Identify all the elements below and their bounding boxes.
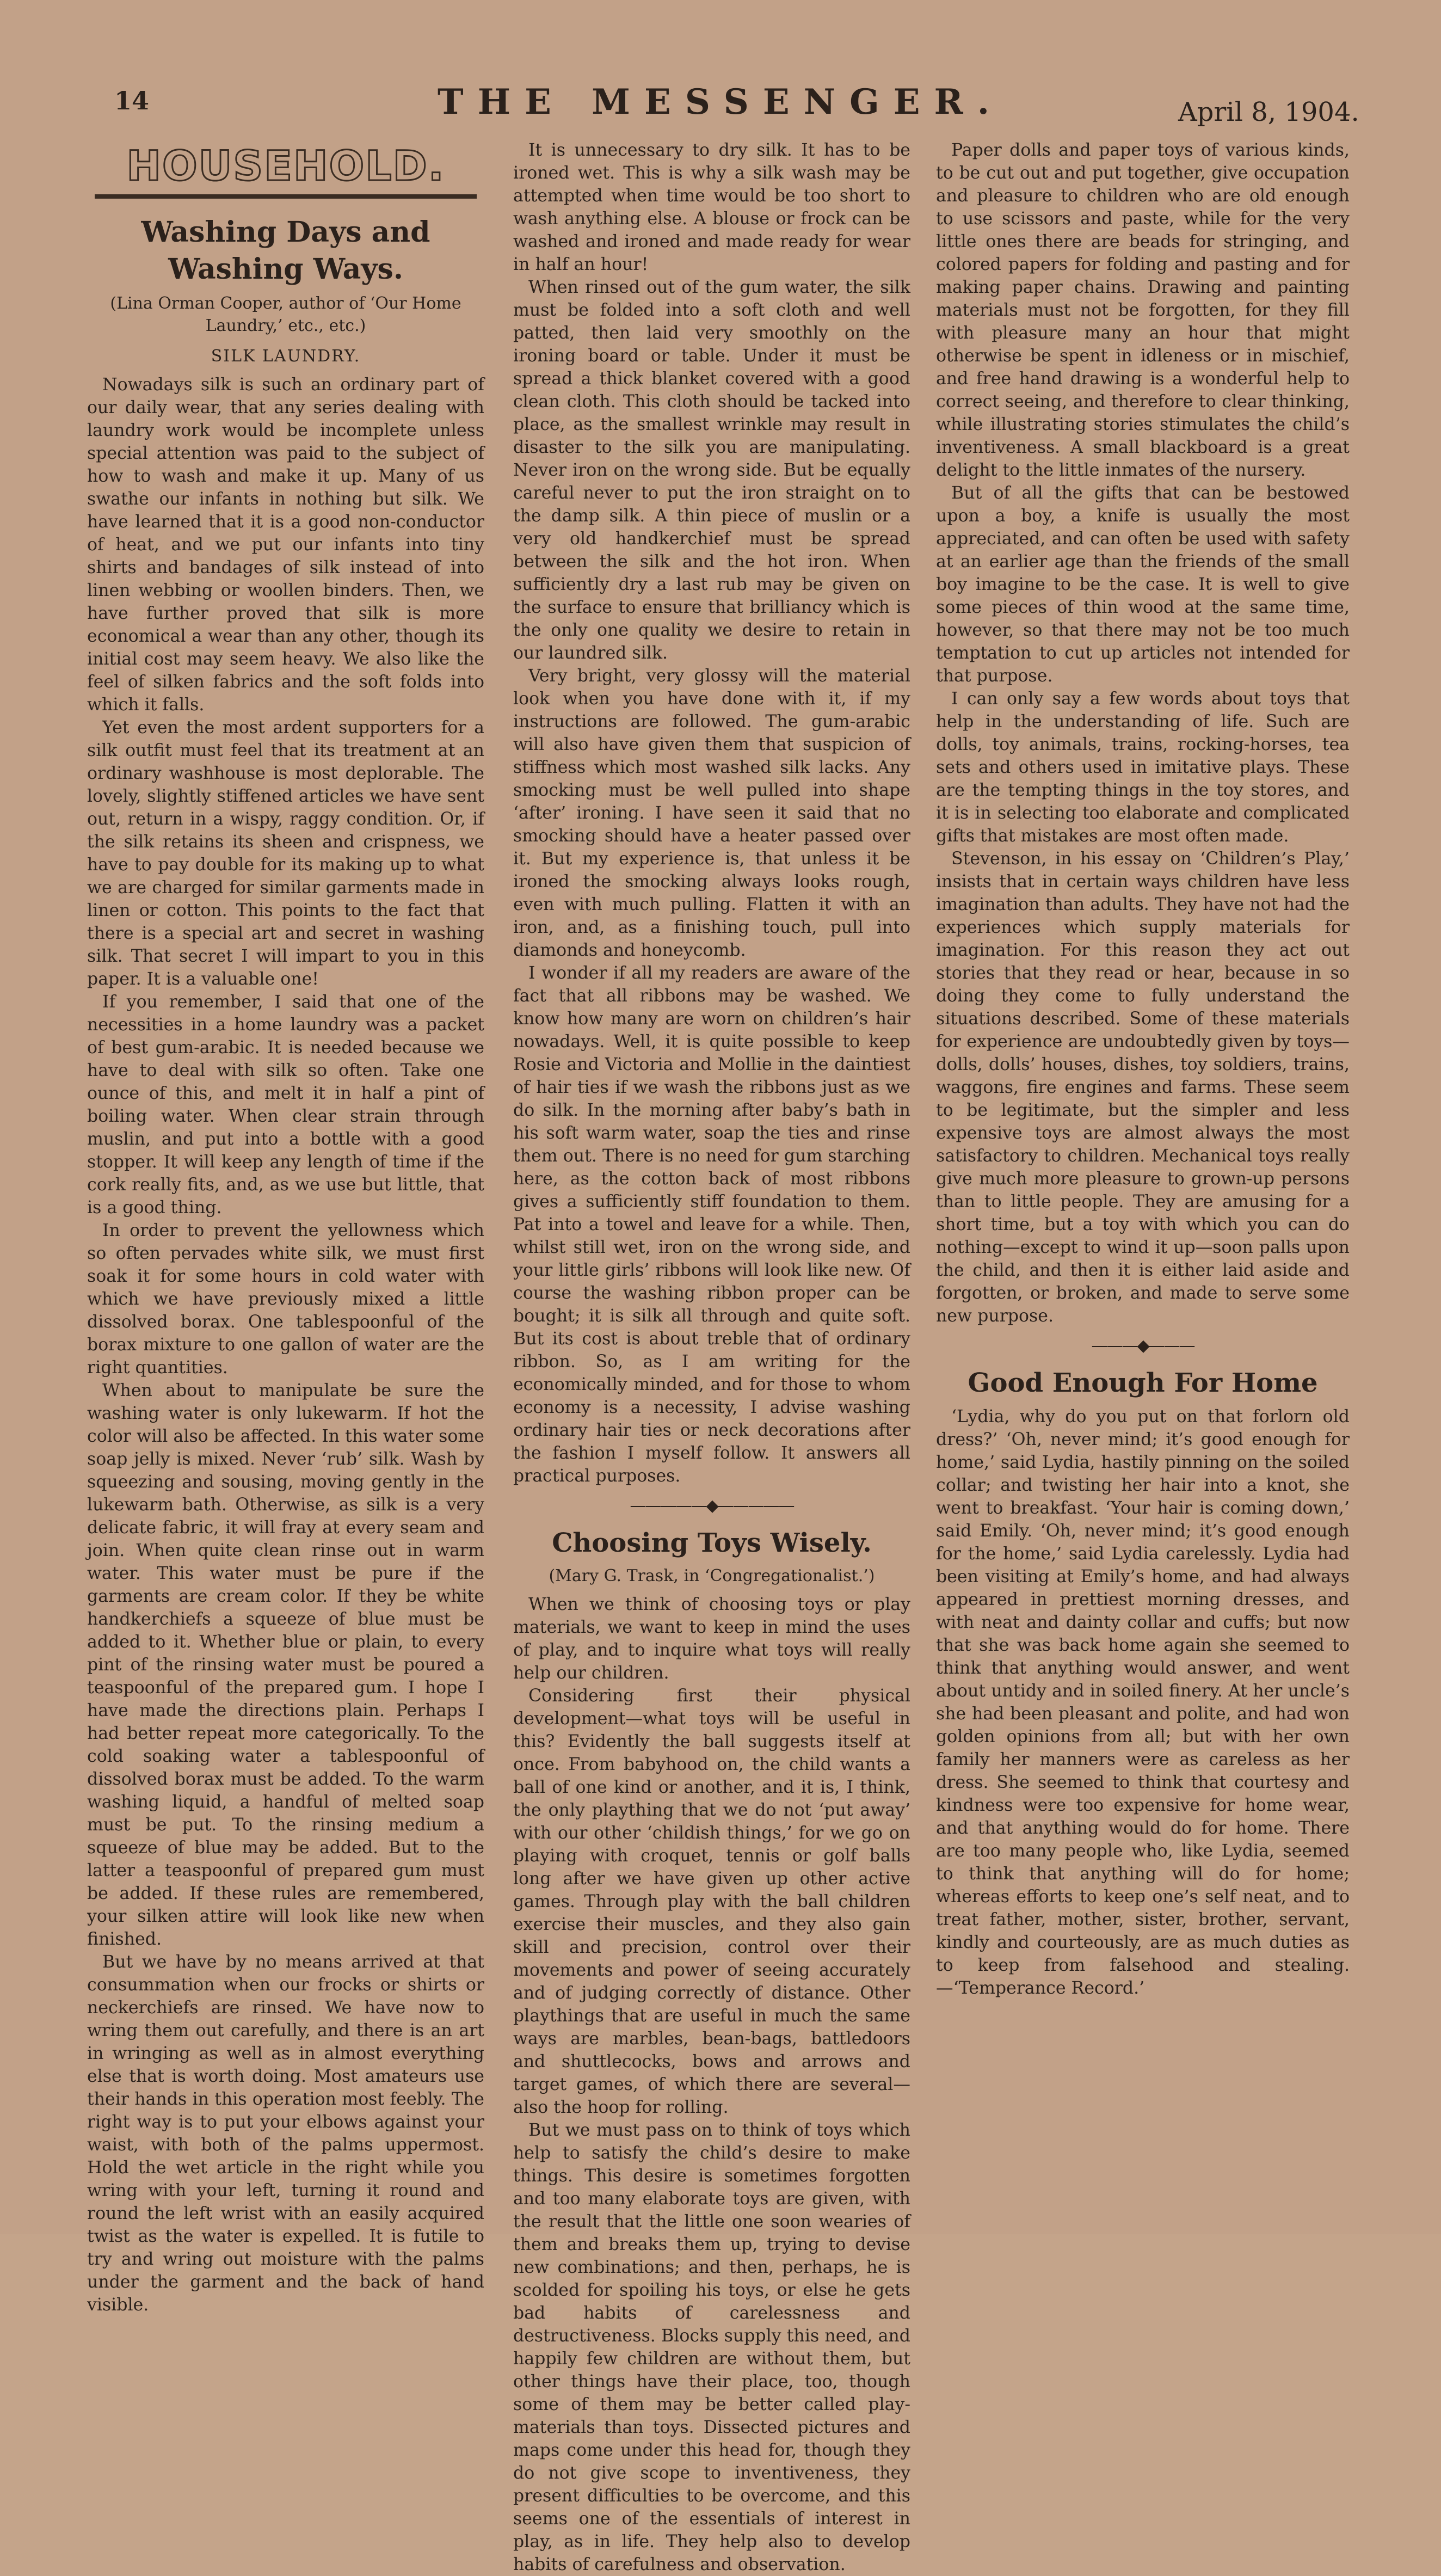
article-title: Washing Days and Washing Ways. — [141, 216, 430, 286]
article-paragraph: In order to prevent the yellowness which so often pervades white silk, we must first soak it for some hours in cold water with which we have previously mixed a little dissolved borax. One tablespoonful of the borax mixture to one gallon of water are the right quantities. — [87, 1221, 484, 1378]
article-paragraph: But we have by no means arrived at that consummation when our frocks or shirts or neckerchiefs are rinsed. We have now to wring them out carefully, and there is an art in wringing as well as in almost everything else that is worth doing. Most amateurs use their hands in this operation most feebly. The right way is to put your elbows against your waist, with both of the palms uppermost. Hold the wet article in the right while you wring with your left, turning it round and round the left wrist with an easily acquired twist as the water is expelled. It is futile to try and wring out moisture with the palms under the garment and the back of hand visible. — [87, 1952, 484, 2315]
article-paragraph: Nowadays silk is such an ordinary part of our daily wear, that any series dealing with laundry work would be incomplete unless special attention was paid to the subject of how to wash and make it up. Many of us swathe our infants in nothing but silk. We have learned that it is a good non-conductor of heat, and we put our infants into tiny shirts and bandages of silk instead of into linen webbing or woollen binders. Then, we have further proved that silk is more economical a wear than any other, though its initial cost may seem heavy. We also like the feel of silken fabrics and the soft folds into which it falls. — [87, 375, 484, 715]
article-separator: ———◆——— — [1091, 1336, 1194, 1355]
article-paragraph: When about to manipulate be sure the washing water is only lukewarm. If hot the color will also be affected. In this water some soap jelly is mixed. Never ‘rub’ silk. Wash by squeezing and sousing, moving gently in the lukewarm bath. Otherwise, as silk is a very delicate fabric, it will fray at every seam and join. When quite clean rinse out in warm water. This water must be pure if the garments are cream color. If they be white handkerchiefs a squeeze of blue must be added to it. Whether blue or plain, to every pint of the rinsing water must be poured a teaspoonful of the prepared gum. I hope I have made the directions plain. Perhaps I had better repeat more categorically. To the cold soaking water a tablespoonful of dissolved borax must be added. To the warm washing liquid, a handful of melted soap must be put. To the rinsing medium a squeeze of blue may be added. But to the latter a teaspoonful of prepared gum must be added. If these rules are remembered, your silken attire will look like new when finished. — [87, 1381, 484, 1950]
article-paragraph: When we think of choosing toys or play materials, we want to keep in mind the uses of play, and to inquire what toys will really help our children. — [513, 1594, 910, 1683]
column-3 — [936, 139, 1350, 2000]
page-number: 14 — [114, 86, 150, 115]
article-subhead: SILK LAUNDRY. — [211, 347, 361, 366]
column-2 — [513, 139, 910, 2576]
article-separator: —————◆————— — [630, 1496, 794, 1515]
issue-date: April 8, 1904. — [1178, 97, 1359, 127]
section-title: HOUSEHOLD. — [126, 142, 445, 190]
article-title: Good Enough For Home — [968, 1368, 1318, 1398]
section-rule — [95, 194, 477, 199]
article-paragraph: If you remember, I said that one of the necessities in a home laundry was a packet of best gum-arabic. It is needed because we have to deal with silk so often. Take one ounce of this, and melt it in half a pint of boiling water. When clear strain through muslin, and put into a bottle with a good stopper. It will keep any length of time if the cork really fits, and, as we use but little, that is a good thing. — [87, 992, 484, 1218]
article-byline: (Lina Orman Cooper, author of ‘Our Home Laundry,’ etc., etc.) — [110, 294, 461, 335]
article-byline: (Mary G. Trask, in ‘Congregationalist.’) — [549, 1566, 875, 1586]
article-paragraph: Paper dolls and paper toys of various kinds, to be cut out and put together, give occupation and pleasure to children who are old enough to use scissors and paste, while for the very little ones there are beads for stringing, and colored papers for folding and pasting and for making paper chains. Drawing and painting materials must not be forgotten, for they fill with pleasure many an hour that might otherwise be spent in idleness or in mischief, and free hand drawing is a wonderful help to correct seeing, and therefore to clear thinking, while illustrating stories stimulates the child’s inventiveness. A small blackboard is a great delight to the little inmates of the nursery. — [936, 140, 1350, 480]
article-paragraph: It is unnecessary to dry silk. It has to be ironed wet. This is why a silk wash may be attempted when time would be too short to wash anything else. A blouse or frock can be washed and ironed and made ready for wear in half an hour! — [513, 140, 910, 274]
article-paragraph: When rinsed out of the gum water, the silk must be folded into a soft cloth and well patted, then laid very smoothly on the ironing board or table. Under it must be spread a thick blanket covered with a good clean cloth. This cloth should be tacked into place, as the smallest wrinkle may result in disaster to the silk you are manipulating. Never iron on the wrong side. But be equally careful never to put the iron straight on to the damp silk. A thin piece of muslin or a very old handkerchief must be spread between the silk and the hot iron. When sufficiently dry a last rub may be given on the surface to ensure that brilliancy which is the only one quality we desire to retain in our laundred silk. — [513, 278, 910, 663]
page-header — [0, 0, 1441, 125]
article-paragraph: But we must pass on to think of toys which help to satisfy the child’s desire to make things. This desire is sometimes forgotten and too many elaborate toys are given, with the result that the little one soon wearies of them and breaks them up, trying to devise new combinations; and then, perhaps, he is scolded for spoiling his toys, or else he gets bad habits of carelessness and destructiveness. Blocks supply this need, and happily few children are without them, but other things have their place, too, though some of them may be better called play-materials than toys. Dissected pictures and maps come under this head for, though they do not give scope to inventiveness, they present difficulties to be overcome, and this seems one of the essentials of interest in play, as in life. They help also to develop habits of carefulness and observation. — [513, 2120, 910, 2574]
article-title: Choosing Toys Wisely. — [552, 1528, 872, 1558]
article-paragraph: Considering first their physical development—what toys will be useful in this? Evidently the ball suggests itself at once. From babyhood on, the child wants a ball of one kind or another, and it is, I think, the only plaything that we do not ‘put away’ with our other ‘childish things,’ for we go on playing with croquet, tennis or golf balls long after we have given up other active games. Through play with the ball children exercise their muscles, and they also gain skill and precision, control over their movements and power of seeing accurately and of judging correctly of distance. Other playthings that are useful in much the same ways are marbles, bean-bags, battledoors and shuttlecocks, bows and arrows and target games, of which there are several—also the hoop for rolling. — [513, 1686, 910, 2117]
masthead: THE MESSENGER. — [438, 82, 1003, 122]
column-1 — [87, 139, 484, 2316]
article-paragraph: I can only say a few words about toys that help in the understanding of life. Such are dolls, toy animals, trains, rocking-horses, tea sets and others used in imitative plays. These are the tempting things in the toy stores, and it is in selecting too elaborate and complicated gifts that mistakes are most often made. — [936, 689, 1350, 846]
article-paragraph: Stevenson, in his essay on ‘Children’s Play,’ insists that in certain ways children have less imagination than adults. They have not had the experiences which supply materials for imagination. For this reason they act out stories that they read or hear, because in so doing they come to fully understand the situations described. Some of these materials for experience are undoubtedly given by toys—dolls, dolls’ houses, dishes, toy soldiers, trains, waggons, fire engines and farms. These seem to be legitimate, but the simpler and less expensive toys are almost always the most satisfactory to children. Mechanical toys really give much more pleasure to grown-up persons than to little people. They are amusing for a short time, but a toy with which you can do nothing—except to wind it up—soon palls upon the child, and then it is either laid aside and forgotten, or broken, and made to serve some new purpose. — [936, 849, 1350, 1326]
article-paragraph: ‘Lydia, why do you put on that forlorn old dress?’ ‘Oh, never mind; it’s good enough for home,’ said Lydia, hastily pinning on the soiled collar; and twisting her hair into a knot, she went to breakfast. ‘Your hair is coming down,’ said Emily. ‘Oh, never mind; it’s good enough for the home,’ said Lydia carelessly. Lydia had been visiting at Emily’s home, and had always appeared in prettiest morning dresses, and with neat and dainty collar and cuffs; but now that she was back home again she seemed to think that anything would answer, and went about untidy and in soiled finery. At her uncle’s she had been pleasant and polite, and had won golden opinions from all; but with her own family her manners were as careless as her dress. She seemed to think that courtesy and kindness were too expensive for home wear, and that anything would do for home. There are too many people who, like Lydia, seemed to think that anything will do for home; whereas efforts to keep one’s self neat, and to treat father, mother, sister, brother, servant, kindly and courteously, are as much duties as to keep from falsehood and stealing.—‘Temperance Record.’ — [936, 1407, 1350, 1999]
article-paragraph: I wonder if all my readers are aware of the fact that all ribbons may be washed. We know how many are worn on children’s hair nowadays. Well, it is quite possible to keep Rosie and Victoria and Mollie in the daintiest of hair ties if we wash the ribbons just as we do silk. In the morning after baby’s bath in his soft warm water, soap the ties and rinse them out. There is no need for gum starching here, as the cotton back of most ribbons gives a sufficiently stiff foundation to them. Pat into a towel and leave for a while. Then, whilst still wet, iron on the wrong side, and your little girls’ ribbons will look like new. Of course the washing ribbon proper can be bought; it is silk all through and quite soft. But its cost is about treble that of ordinary ribbon. So, as I am writing for the economically minded, and for those to whom economy is a necessity, I advise washing ordinary hair ties or neck decorations after the fashion I myself follow. It answers all practical purposes. — [513, 963, 910, 1486]
article-paragraph: Very bright, very glossy will the material look when you have done with it, if my instructions are followed. The gum-arabic will also have given them that suspicion of stiffness which most washed silk lacks. Any smocking must be well pulled into shape ‘after’ ironing. I have seen it said that no smocking should have a heater passed over it. But my experience is, that unless it be ironed the smocking always looks rough, even with much pulling. Flatten it with an iron, and, as a finishing touch, pull into diamonds and honeycomb. — [513, 666, 910, 960]
article-paragraph: But of all the gifts that can be bestowed upon a boy, a knife is usually the most appreciated, and can often be used with safety at an earlier age than the friends of the small boy imagine to be the case. It is well to give some pieces of thin wood at the same time, however, so that there may not be too much temptation to cut up articles not intended for that purpose. — [936, 483, 1350, 686]
article-paragraph: Yet even the most ardent supporters for a silk outfit must feel that its treatment at an ordinary washhouse is most deplorable. The lovely, slightly stiffened articles we have sent out, return in a wispy, raggy condition. Or, if the silk retains its sheen and crispness, we have to pay double for its making up to what we are charged for similar garments made in linen or cotton. This points to the fact that there is a special art and secret in washing silk. That secret I will impart to you in this paper. It is a valuable one! — [87, 718, 484, 989]
